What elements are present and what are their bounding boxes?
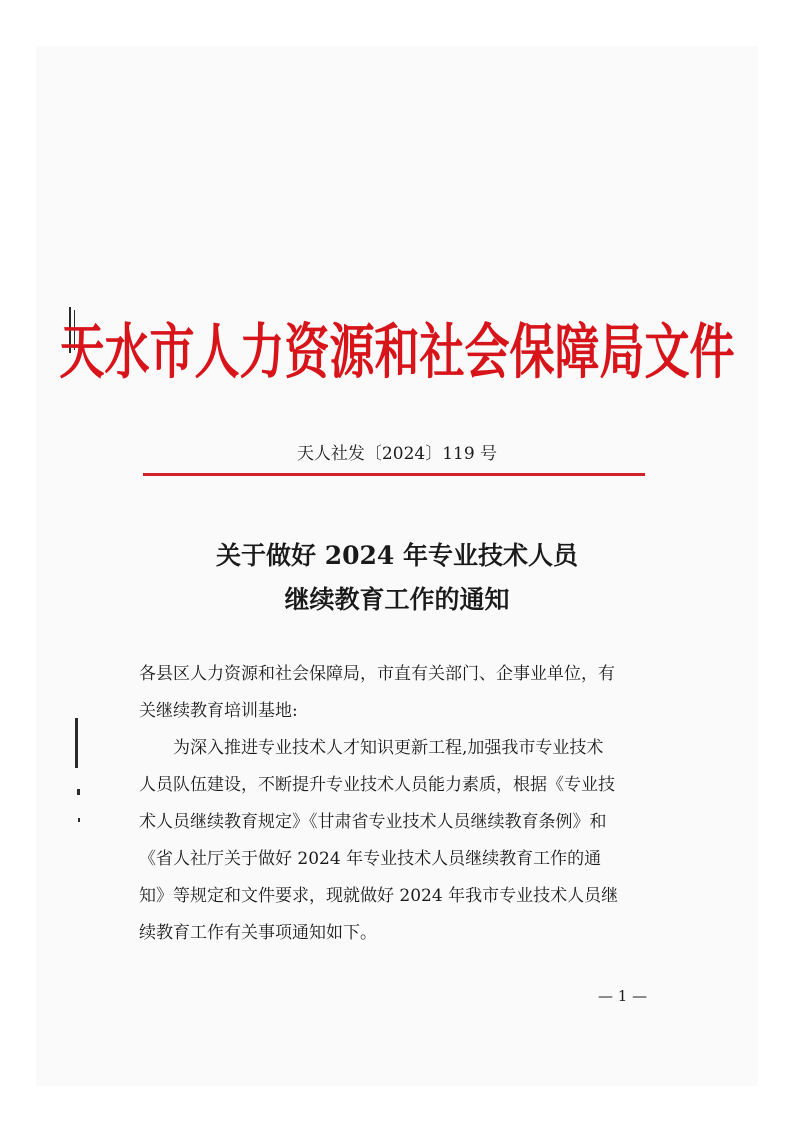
notice-title-line-1: 关于做好 2024 年专业技术人员 xyxy=(216,541,578,570)
body-line: 术人员继续教育规定》《甘肃省专业技术人员继续教育条例》和 xyxy=(139,812,607,832)
scan-mark xyxy=(75,718,78,768)
body-line: 各县区人力资源和社会保障局，市直有关部门、企事业单位，有 xyxy=(139,664,615,684)
body-line: 续教育工作有关事项通知如下。 xyxy=(139,923,377,943)
scan-mark xyxy=(78,818,80,822)
scan-mark xyxy=(77,789,80,795)
document-number: 天人社发〔2024〕119 号 xyxy=(296,444,498,464)
notice-title-line-2: 继续教育工作的通知 xyxy=(284,585,510,614)
issuer-header-title: 天水市人力资源和社会保障局文件 xyxy=(59,317,735,388)
body-line: 知》等规定和文件要求，现就做好 2024 年我市专业技术人员继 xyxy=(139,886,619,906)
body-line: 关继续教育培训基地: xyxy=(139,701,298,721)
body-line: 人员队伍建设，不断提升专业技术人员能力素质，根据《专业技 xyxy=(139,775,615,795)
body-line: 为深入推进专业技术人才知识更新工程,加强我市专业技术 xyxy=(139,738,604,758)
page-number: — 1 — xyxy=(598,987,648,1005)
body-line: 《省人社厅关于做好 2024 年专业技术人员继续教育工作的通 xyxy=(139,849,602,869)
red-divider-line xyxy=(143,473,645,476)
